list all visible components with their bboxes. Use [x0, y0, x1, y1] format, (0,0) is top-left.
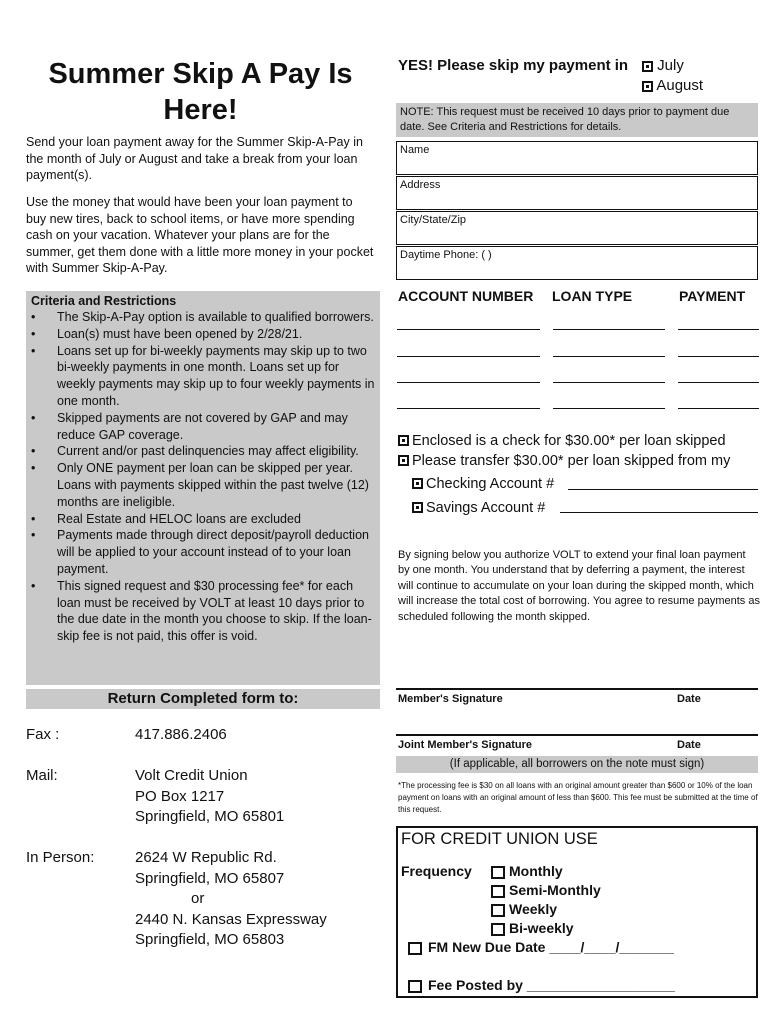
person-line: Springfield, MO 65803: [135, 931, 285, 948]
fm-due-date-checkbox[interactable]: [408, 942, 422, 955]
weekly-label: Weekly: [509, 901, 557, 917]
fee-posted-label: Fee Posted by ___________________: [428, 977, 675, 993]
checking-account-line[interactable]: [568, 489, 758, 490]
processing-fee-footnote: *The processing fee is $30 on all loans with an original amount greater than $600 or 10% of the loan payment on loans with an original amount of less than $600. This fee must be submitted at the time of this request.: [398, 781, 758, 814]
name-field[interactable]: Name: [396, 141, 758, 175]
july-option[interactable]: [642, 57, 684, 74]
savings-account-checkbox[interactable]: [412, 502, 423, 513]
member-signature-label: Member's Signature: [398, 693, 503, 705]
transfer-option[interactable]: [398, 453, 730, 469]
person-line: 2440 N. Kansas Expressway: [135, 910, 327, 928]
intro-paragraph-1: Send your loan payment away for the Summer Skip-A-Pay in the month of July or August and take a break from your loan payment(s).: [26, 135, 363, 182]
payment-line[interactable]: [678, 408, 759, 409]
july-checkbox[interactable]: [642, 61, 653, 72]
checking-account-option[interactable]: [412, 476, 554, 492]
mail-line: Springfield, MO 65801: [135, 808, 285, 825]
semi-monthly-label: Semi-Monthly: [509, 882, 601, 898]
joint-signature-line[interactable]: [396, 734, 758, 736]
address-field[interactable]: Address: [396, 176, 758, 210]
account-number-line[interactable]: [397, 408, 540, 409]
monthly-label: Monthly: [509, 863, 563, 879]
account-number-line[interactable]: [397, 382, 540, 383]
frequency-semi-monthly[interactable]: [491, 882, 601, 898]
person-line: or: [191, 890, 205, 907]
savings-account-option[interactable]: [412, 500, 545, 516]
in-person-address: [135, 848, 327, 951]
mail-label: Mail:: [26, 767, 58, 784]
payment-header: PAYMENT: [679, 288, 746, 304]
city-state-zip-field[interactable]: City/State/Zip: [396, 211, 758, 245]
title-line-1: Summer Skip A Pay Is: [48, 58, 353, 90]
criteria-item: • Loans set up for bi-weekly payments may skip up to two bi-weekly payments in one month. Loans set up for weekly payments may skip up to four weekly payments in one month.: [29, 343, 379, 410]
criteria-item: • Current and/or past delinquencies may affect eligibility.: [29, 443, 379, 460]
july-label: July: [657, 57, 684, 74]
credit-union-use-box: [396, 826, 758, 998]
weekly-checkbox[interactable]: [491, 904, 505, 917]
authorization-text: By signing below you authorize VOLT to extend your final loan payment by one month. You understand that by deferring a payment, the interest will continue to accumulate on your loan during the skipped month, which will increase the total cost of borrowing. You agree to resume payments as scheduled following the month skipped.: [398, 549, 760, 623]
page-title: [28, 56, 373, 128]
frequency-bi-weekly[interactable]: [491, 920, 574, 936]
transfer-checkbox[interactable]: [398, 455, 409, 466]
frequency-weekly[interactable]: [491, 901, 557, 917]
criteria-item: • Only ONE payment per loan can be skipped per year. Loans with payments skipped within the past twelve (12) months are ineligible.: [29, 460, 379, 510]
frequency-monthly[interactable]: [491, 863, 563, 879]
note-box: NOTE: This request must be received 10 days prior to payment due date. See Criteria and Restrictions for details.: [396, 103, 758, 137]
fee-posted-by[interactable]: [408, 977, 675, 993]
check-enclosed-checkbox[interactable]: [398, 435, 409, 446]
august-option[interactable]: [642, 77, 703, 94]
frequency-label: Frequency: [401, 863, 472, 879]
criteria-item: • Loan(s) must have been opened by 2/28/21.: [29, 326, 379, 343]
member-signature-line[interactable]: [396, 688, 758, 690]
mail-address: [135, 766, 284, 828]
checking-account-label: Checking Account #: [426, 476, 555, 492]
semi-monthly-checkbox[interactable]: [491, 885, 505, 898]
savings-account-line[interactable]: [560, 512, 758, 513]
loan-type-line[interactable]: [553, 408, 665, 409]
joint-date-label: Date: [677, 739, 701, 751]
fm-due-date-label: FM New Due Date ____/____/_______: [428, 939, 674, 955]
criteria-title: Criteria and Restrictions: [31, 294, 177, 308]
payment-line[interactable]: [678, 329, 759, 330]
fax-value: 417.886.2406: [135, 726, 227, 743]
check-enclosed-option[interactable]: [398, 433, 726, 449]
return-form-heading: Return Completed form to:: [26, 689, 380, 709]
bi-weekly-label: Bi-weekly: [509, 920, 574, 936]
daytime-phone-field[interactable]: Daytime Phone: ( ): [396, 246, 758, 280]
august-checkbox[interactable]: [642, 81, 653, 92]
august-label: August: [656, 77, 704, 94]
fm-new-due-date[interactable]: [408, 939, 674, 955]
loan-type-line[interactable]: [553, 382, 665, 383]
criteria-item: • Payments made through direct deposit/payroll deduction will be applied to your account instead of to your loan payment.: [29, 527, 379, 577]
loan-type-header: LOAN TYPE: [552, 288, 633, 304]
criteria-item: • The Skip-A-Pay option is available to qualified borrowers.: [29, 309, 379, 326]
account-number-header: ACCOUNT NUMBER: [398, 288, 534, 304]
fax-label: Fax :: [26, 726, 60, 743]
applicable-note: (If applicable, all borrowers on the note must sign): [396, 756, 758, 773]
monthly-checkbox[interactable]: [491, 866, 505, 879]
check-enclosed-label: Enclosed is a check for $30.00* per loan skipped: [412, 433, 726, 449]
criteria-list: [29, 309, 379, 645]
skip-request-heading: YES! Please skip my payment in: [398, 57, 629, 74]
fee-posted-checkbox[interactable]: [408, 980, 422, 993]
criteria-item: • Real Estate and HELOC loans are excluded: [29, 511, 379, 528]
mail-line: Volt Credit Union: [135, 767, 248, 784]
criteria-item: • This signed request and $30 processing fee* for each loan must be received by VOLT at least 10 days prior to the due date in the month you choose to skip. If the loan-skip fee is not paid, this offer is void.: [29, 578, 379, 645]
bi-weekly-checkbox[interactable]: [491, 923, 505, 936]
person-line: Springfield, MO 65807: [135, 869, 285, 887]
account-number-line[interactable]: [397, 356, 540, 357]
criteria-item: • Skipped payments are not covered by GAP and may reduce GAP coverage.: [29, 410, 379, 444]
payment-line[interactable]: [678, 356, 759, 357]
title-line-2: Here!: [163, 94, 238, 126]
joint-signature-label: Joint Member's Signature: [398, 739, 533, 751]
mail-line: PO Box 1217: [135, 787, 225, 805]
in-person-label: In Person:: [26, 849, 95, 866]
intro-paragraph-2: Use the money that would have been your loan payment to buy new tires, back to school items, or have more spending cash on your vacation. Whatever your plans are for the summer, get them done with a little more money in your pocket with Summer Skip-A-Pay.: [26, 195, 374, 275]
payment-line[interactable]: [678, 382, 759, 383]
checking-account-checkbox[interactable]: [412, 478, 423, 489]
transfer-label: Please transfer $30.00* per loan skipped from my: [412, 453, 731, 469]
credit-union-use-title: FOR CREDIT UNION USE: [401, 830, 598, 848]
loan-type-line[interactable]: [553, 329, 665, 330]
savings-account-label: Savings Account #: [426, 500, 546, 516]
member-date-label: Date: [677, 693, 701, 705]
loan-type-line[interactable]: [553, 356, 665, 357]
account-number-line[interactable]: [397, 329, 540, 330]
person-line: 2624 W Republic Rd.: [135, 849, 277, 866]
